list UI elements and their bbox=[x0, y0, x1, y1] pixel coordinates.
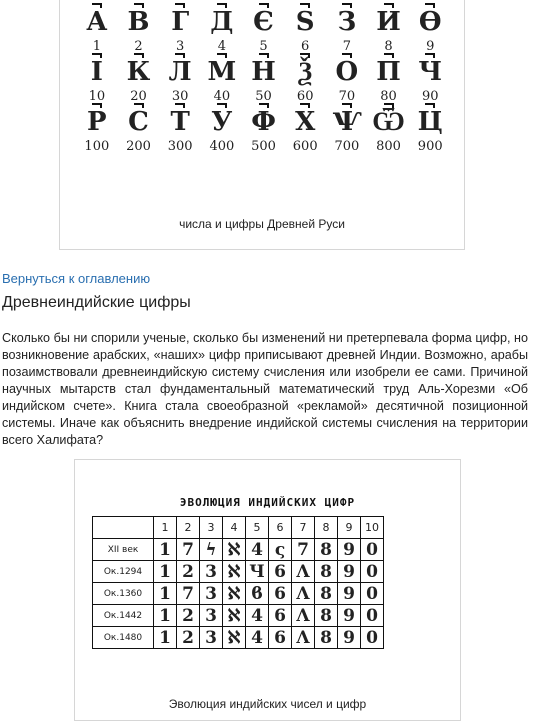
slavonic-cell bbox=[284, 105, 326, 155]
numeral-glyph: Λ bbox=[292, 627, 315, 649]
numeral-glyph: 0 bbox=[361, 605, 384, 627]
slavonic-cell bbox=[118, 55, 160, 105]
slavonic-cell bbox=[243, 5, 285, 55]
titlo-mark bbox=[259, 53, 269, 58]
numeral-glyph: 9 bbox=[338, 561, 361, 583]
slavonic-number: 50 bbox=[255, 89, 272, 104]
slavonic-cell bbox=[368, 55, 410, 105]
slavonic-number: 2 bbox=[134, 39, 143, 54]
numeral-glyph: ℵ bbox=[223, 605, 246, 627]
slavonic-number: 600 bbox=[292, 139, 318, 154]
titlo-mark bbox=[425, 53, 435, 58]
slavonic-letter: Ѱ bbox=[332, 107, 362, 137]
column-header: 3 bbox=[200, 517, 223, 539]
slavonic-letter: Д bbox=[210, 7, 234, 37]
titlo-mark bbox=[259, 3, 269, 8]
slavonic-row-tens bbox=[76, 55, 451, 105]
slavonic-cell bbox=[409, 5, 451, 55]
slavonic-letter: О bbox=[335, 57, 359, 87]
slavonic-number: 10 bbox=[88, 89, 106, 104]
numeral-glyph: 2 bbox=[177, 561, 200, 583]
titlo-mark bbox=[175, 3, 185, 8]
titlo-mark bbox=[217, 3, 227, 8]
slavonic-number: 30 bbox=[171, 89, 189, 104]
slavonic-number: 100 bbox=[84, 139, 110, 154]
numeral-glyph: 9 bbox=[338, 539, 361, 561]
slavonic-cell bbox=[159, 55, 201, 105]
slavonic-cell bbox=[76, 5, 118, 55]
slavonic-cell bbox=[159, 105, 201, 155]
slavonic-letter: М bbox=[207, 57, 237, 87]
numeral-glyph: 4 bbox=[246, 605, 269, 627]
numeral-glyph: 3 bbox=[200, 627, 223, 649]
column-header: 5 bbox=[246, 517, 269, 539]
slavonic-cell bbox=[243, 105, 285, 155]
slavonic-letter: Ф bbox=[251, 107, 276, 137]
slavonic-cell bbox=[118, 105, 160, 155]
table-row bbox=[93, 561, 384, 583]
corner-cell bbox=[93, 517, 154, 539]
slavonic-letter: Ѳ bbox=[418, 7, 442, 37]
slavonic-number: 40 bbox=[213, 89, 231, 104]
numeral-glyph: 9 bbox=[338, 583, 361, 605]
numeral-glyph: 1 bbox=[154, 605, 177, 627]
slavonic-number: 700 bbox=[334, 139, 360, 154]
titlo-mark bbox=[92, 3, 102, 8]
table-header-row bbox=[93, 517, 384, 539]
titlo-mark bbox=[217, 53, 227, 58]
slavonic-cell bbox=[368, 105, 410, 155]
numeral-glyph: ℵ bbox=[223, 627, 246, 649]
numeral-glyph: 1 bbox=[154, 539, 177, 561]
numeral-glyph: 1 bbox=[154, 583, 177, 605]
column-header: 6 bbox=[269, 517, 292, 539]
numeral-glyph: 2 bbox=[177, 627, 200, 649]
slavonic-number: 8 bbox=[384, 39, 393, 54]
slavonic-cell bbox=[409, 55, 451, 105]
numeral-glyph: 8 bbox=[315, 627, 338, 649]
numeral-glyph: 2 bbox=[177, 605, 200, 627]
numeral-glyph: 6 bbox=[269, 561, 292, 583]
slavonic-letter: Ѯ bbox=[298, 57, 313, 87]
slavonic-cell bbox=[76, 55, 118, 105]
slavonic-cell bbox=[284, 5, 326, 55]
slavonic-number: 20 bbox=[130, 89, 147, 104]
slavonic-cell bbox=[76, 105, 118, 155]
titlo-mark bbox=[384, 53, 394, 58]
slavonic-number: 400 bbox=[209, 139, 235, 154]
slavonic-number: 90 bbox=[421, 89, 439, 104]
numeral-glyph: 0 bbox=[361, 627, 384, 649]
titlo-mark bbox=[259, 103, 269, 108]
titlo-mark bbox=[92, 103, 102, 108]
back-to-contents-link[interactable]: Вернуться к оглавлению bbox=[2, 271, 151, 286]
numeral-glyph: Ч bbox=[246, 561, 269, 583]
slavonic-row-hundreds bbox=[76, 105, 451, 155]
slavonic-number: 300 bbox=[167, 139, 193, 154]
numeral-glyph: 7 bbox=[292, 539, 315, 561]
column-header: 2 bbox=[177, 517, 200, 539]
titlo-mark bbox=[425, 103, 435, 108]
row-label: XII век bbox=[93, 539, 154, 561]
numeral-glyph: 6 bbox=[269, 627, 292, 649]
slavonic-letter: Є bbox=[253, 7, 274, 37]
numeral-glyph: 4 bbox=[246, 539, 269, 561]
row-label: Ок.1360 bbox=[93, 583, 154, 605]
slavonic-number: 9 bbox=[426, 39, 435, 54]
table-row bbox=[93, 627, 384, 649]
slavonic-cell bbox=[201, 55, 243, 105]
titlo-mark bbox=[92, 53, 102, 58]
slavonic-number: 4 bbox=[217, 39, 226, 54]
column-header: 9 bbox=[338, 517, 361, 539]
numeral-glyph: 9 bbox=[338, 605, 361, 627]
slavonic-number: 7 bbox=[342, 39, 351, 54]
slavonic-cell bbox=[201, 105, 243, 155]
slavonic-letter: S bbox=[295, 7, 315, 37]
numeral-glyph: ϟ bbox=[200, 539, 223, 561]
numeral-glyph: 1 bbox=[154, 627, 177, 649]
slavonic-cell bbox=[159, 5, 201, 55]
numeral-glyph: Λ bbox=[292, 605, 315, 627]
numeral-glyph: Λ bbox=[292, 583, 315, 605]
slavonic-cell bbox=[243, 55, 285, 105]
slavonic-cell bbox=[368, 5, 410, 55]
slavonic-number: 60 bbox=[296, 89, 314, 104]
titlo-mark bbox=[134, 3, 144, 8]
numeral-glyph: 0 bbox=[361, 561, 384, 583]
table-row bbox=[93, 583, 384, 605]
slavonic-letter: У bbox=[211, 107, 233, 137]
slavonic-letter: І bbox=[90, 57, 103, 87]
titlo-mark bbox=[342, 103, 352, 108]
titlo-mark bbox=[300, 3, 310, 8]
slavonic-numerals-figure bbox=[59, 0, 465, 250]
figure-caption: Эволюция индийских чисел и цифр bbox=[168, 697, 367, 711]
titlo-mark bbox=[342, 53, 352, 58]
slavonic-cell bbox=[326, 105, 368, 155]
slavonic-letter: Ц bbox=[417, 107, 443, 137]
titlo-mark bbox=[342, 3, 352, 8]
slavonic-letter: Л bbox=[168, 57, 192, 87]
slavonic-letter: Р bbox=[87, 107, 107, 137]
slavonic-letter: Н bbox=[251, 57, 276, 87]
slavonic-number: 5 bbox=[259, 39, 268, 54]
slavonic-letter: Т bbox=[170, 107, 190, 137]
numeral-glyph: ℵ bbox=[223, 539, 246, 561]
numeral-glyph: 1 bbox=[154, 561, 177, 583]
slavonic-number: 800 bbox=[376, 139, 401, 154]
slavonic-letter: Х bbox=[295, 107, 316, 137]
numeral-glyph: 8 bbox=[315, 539, 338, 561]
slavonic-number: 900 bbox=[417, 139, 443, 154]
numeral-glyph: 4 bbox=[246, 627, 269, 649]
slavonic-cell bbox=[201, 5, 243, 55]
table-row bbox=[93, 539, 384, 561]
numeral-glyph: 3 bbox=[200, 583, 223, 605]
titlo-mark bbox=[384, 3, 394, 8]
numeral-glyph: Λ bbox=[292, 561, 315, 583]
column-header: 10 bbox=[361, 517, 384, 539]
slavonic-number: 1 bbox=[92, 39, 101, 54]
titlo-mark bbox=[300, 103, 310, 108]
slavonic-letter: И bbox=[376, 7, 401, 37]
numeral-glyph: 3 bbox=[200, 605, 223, 627]
slavonic-letter: В bbox=[127, 7, 150, 37]
numeral-glyph: 3 bbox=[200, 561, 223, 583]
slavonic-letter: Ч bbox=[418, 57, 443, 87]
numeral-glyph: ϐ bbox=[246, 583, 269, 605]
slavonic-number: 200 bbox=[126, 139, 151, 154]
row-label: Ок.1294 bbox=[93, 561, 154, 583]
titlo-mark bbox=[175, 53, 185, 58]
column-header: 7 bbox=[292, 517, 315, 539]
numeral-glyph: 8 bbox=[315, 605, 338, 627]
titlo-mark bbox=[134, 103, 144, 108]
slavonic-letter: С bbox=[128, 107, 149, 137]
slavonic-letter: П bbox=[376, 57, 401, 87]
slavonic-letter: Ѿ bbox=[372, 107, 405, 137]
indian-numerals-table bbox=[92, 516, 384, 649]
slavonic-cell bbox=[284, 55, 326, 105]
row-label: Ок.1480 bbox=[93, 627, 154, 649]
titlo-mark bbox=[134, 53, 144, 58]
body-paragraph: Сколько бы ни спорили ученые, сколько бы изменений ни претерпевала форма цифр, но возникновение арабских, «наших» цифр приписывают древней Индии. Возможно, арабы позаимствовали древнеиндийскую систему счисления или изобрели ее сами. Причиной научных мытарств стал фундаментальный математический труд Аль-Хорезми «Об индийском счете». Книга стала своеобразной «рекламой» десятичной позиционной системы. Иначе как объяснить внедрение индийской системы счисления на территории всего Халифата? bbox=[2, 331, 528, 447]
slavonic-number: 500 bbox=[251, 139, 276, 154]
numeral-glyph: 8 bbox=[315, 583, 338, 605]
numeral-glyph: 6 bbox=[269, 605, 292, 627]
slavonic-number: 3 bbox=[176, 39, 185, 54]
numeral-glyph: 8 bbox=[315, 561, 338, 583]
slavonic-cell bbox=[326, 55, 368, 105]
row-label: Ок.1442 bbox=[93, 605, 154, 627]
slavonic-letter: З bbox=[337, 7, 357, 37]
numeral-glyph: ς bbox=[269, 539, 292, 561]
slavonic-number: 70 bbox=[338, 89, 356, 104]
slavonic-letter: К bbox=[126, 57, 151, 87]
table-row bbox=[93, 605, 384, 627]
column-header: 8 bbox=[315, 517, 338, 539]
slavonic-number: 80 bbox=[380, 89, 397, 104]
titlo-mark bbox=[217, 103, 227, 108]
numeral-glyph: 7 bbox=[177, 539, 200, 561]
titlo-mark bbox=[175, 103, 185, 108]
numeral-glyph: 7 bbox=[177, 583, 200, 605]
slavonic-cell bbox=[326, 5, 368, 55]
slavonic-cell bbox=[118, 5, 160, 55]
numeral-glyph: 0 bbox=[361, 583, 384, 605]
slavonic-number: 6 bbox=[301, 39, 310, 54]
numeral-glyph: 0 bbox=[361, 539, 384, 561]
figure-caption: числа и цифры Древней Руси bbox=[179, 217, 345, 231]
slavonic-numerals-table bbox=[76, 5, 451, 155]
titlo-mark bbox=[300, 53, 310, 58]
numeral-glyph: ℵ bbox=[223, 561, 246, 583]
slavonic-cell bbox=[409, 105, 451, 155]
titlo-mark bbox=[425, 3, 435, 8]
column-header: 4 bbox=[223, 517, 246, 539]
numeral-glyph: ℵ bbox=[223, 583, 246, 605]
slavonic-row-units bbox=[76, 5, 451, 55]
table-title: ЭВОЛЮЦИЯ ИНДИЙСКИХ ЦИФР bbox=[179, 496, 356, 509]
numeral-glyph: 9 bbox=[338, 627, 361, 649]
titlo-mark bbox=[384, 103, 394, 108]
section-title: Древнеиндийские цифры bbox=[2, 294, 191, 311]
slavonic-letter: А bbox=[86, 7, 108, 37]
slavonic-letter: Г bbox=[171, 7, 190, 37]
numeral-glyph: 6 bbox=[269, 583, 292, 605]
column-header: 1 bbox=[154, 517, 177, 539]
indian-numerals-figure bbox=[74, 459, 461, 721]
